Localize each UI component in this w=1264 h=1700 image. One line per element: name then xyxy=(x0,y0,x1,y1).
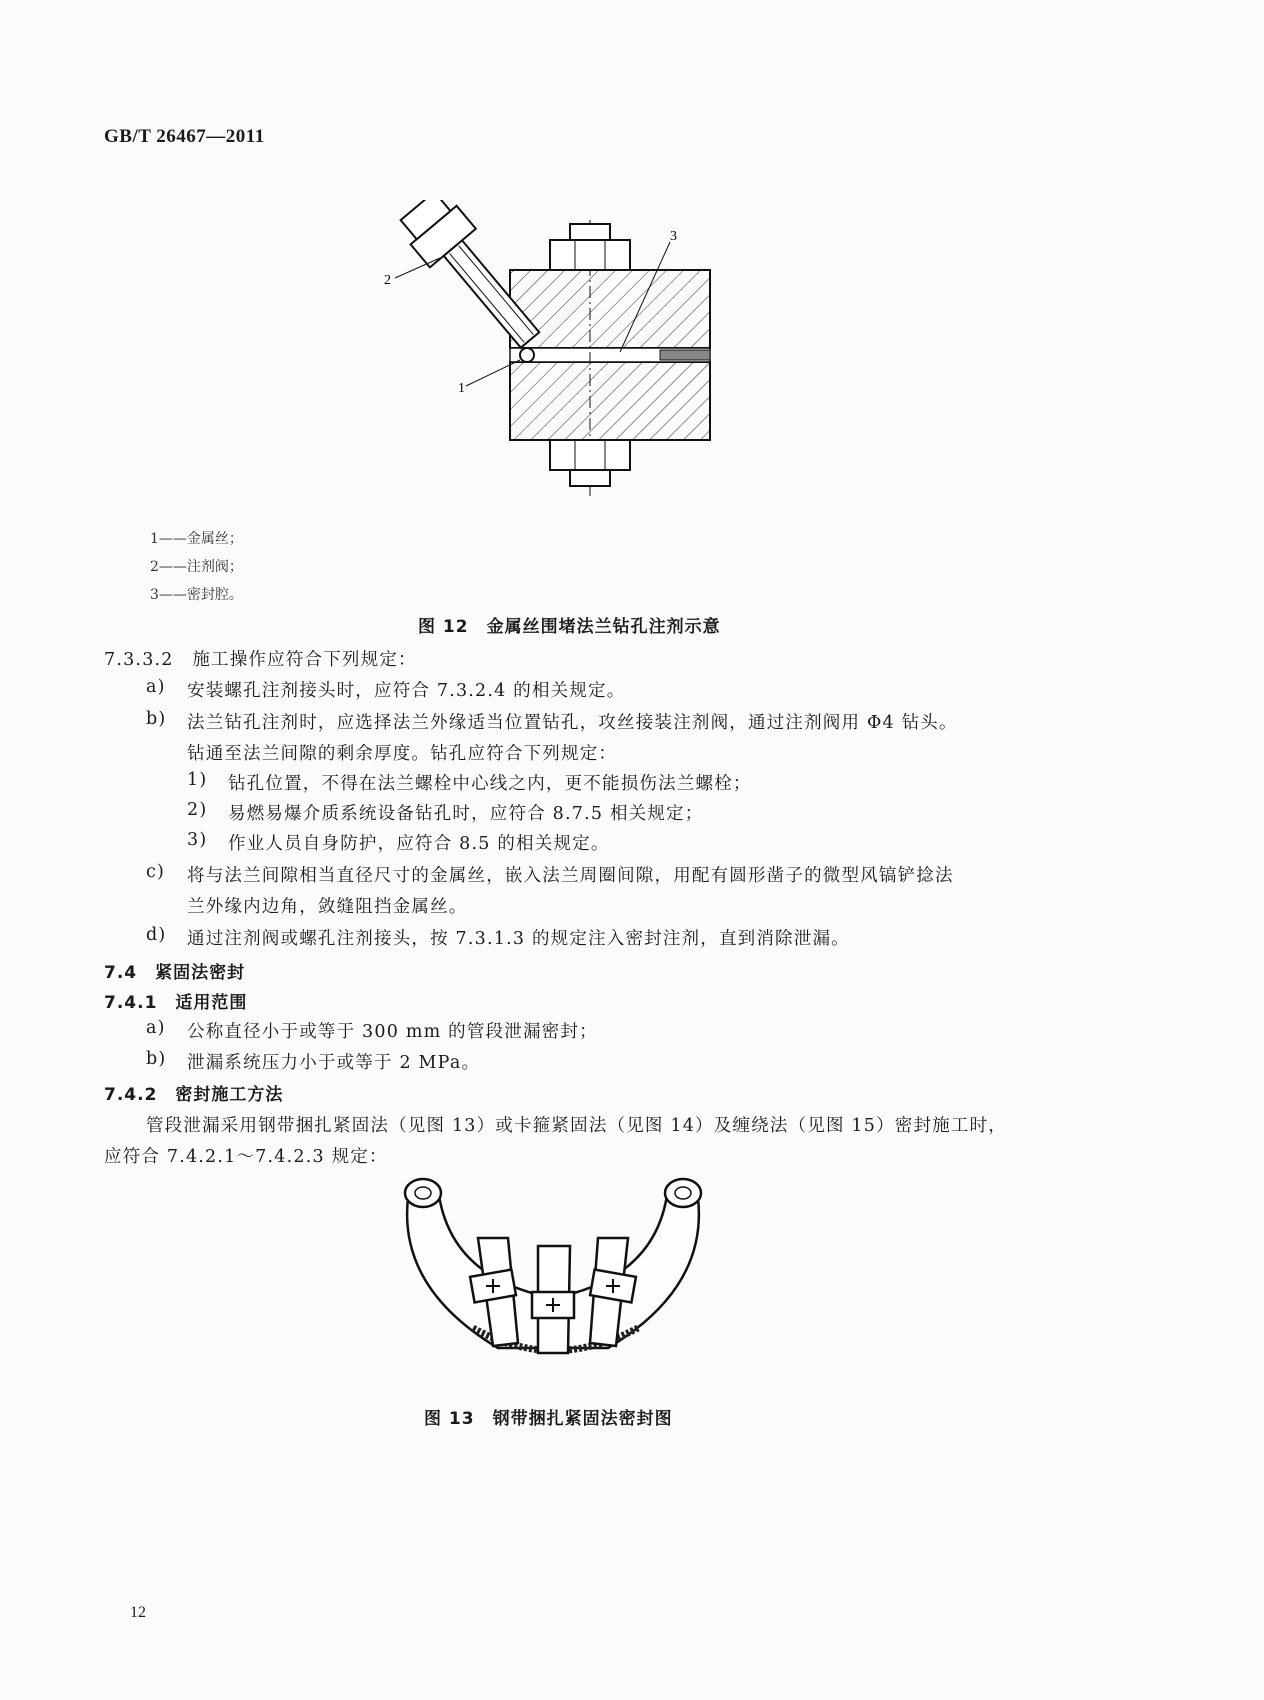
item-a-label: a) xyxy=(146,677,166,697)
item-b-label: b) xyxy=(146,709,167,729)
subitem-1-text: 钻孔位置，不得在法兰螺栓中心线之内，更不能损伤法兰螺栓； xyxy=(228,774,752,794)
item-741-a-text: 公称直径小于或等于 300 mm 的管段泄漏密封； xyxy=(187,1022,598,1042)
subitem-3-label: 3) xyxy=(187,830,208,850)
item-741-a-label: a) xyxy=(146,1018,166,1038)
page-number: 12 xyxy=(130,1604,146,1621)
item-a-text: 安装螺孔注剂接头时，应符合 7.3.2.4 的相关规定。 xyxy=(187,681,626,701)
legend-item-2: 2——注剂阀； xyxy=(150,559,243,575)
legend-item-3: 3——密封腔。 xyxy=(150,587,243,603)
item-c-label: c) xyxy=(146,862,166,882)
item-741-b-text: 泄漏系统压力小于或等于 2 MPa。 xyxy=(187,1053,481,1073)
callout-3: 3 xyxy=(670,229,677,244)
callout-1: 1 xyxy=(458,381,465,396)
figure-12-drawing xyxy=(380,200,760,540)
legend-item-1: 1——金属丝； xyxy=(150,531,243,547)
figure-13-caption: 图 13 钢带捆扎紧固法密封图 xyxy=(424,1409,673,1429)
section-742-paragraph-line2: 应符合 7.4.2.1～7.4.2.3 规定： xyxy=(104,1147,388,1167)
figure-12-caption: 图 12 金属丝围堵法兰钻孔注剂示意 xyxy=(418,617,721,637)
section-742-paragraph-line1: 管段泄漏采用钢带捆扎紧固法（见图 13）或卡箍紧固法（见图 14）及缠绕法（见图 15）密封施工时， xyxy=(146,1116,1007,1136)
item-b-continuation: 钻通至法兰间隙的剩余厚度。钻孔应符合下列规定： xyxy=(187,744,618,764)
item-d-label: d) xyxy=(146,925,167,945)
subitem-1-label: 1) xyxy=(187,770,208,790)
figure-13-drawing xyxy=(378,1168,728,1368)
item-741-b-label: b) xyxy=(146,1049,167,1069)
section-742-heading: 7.4.2 密封施工方法 xyxy=(104,1085,284,1105)
callout-2: 2 xyxy=(384,273,391,288)
section-7332-heading: 7.3.3.2 施工操作应符合下列规定： xyxy=(104,650,417,670)
item-d-text: 通过注剂阀或螺孔注剂接头，按 7.3.1.3 的规定注入密封注剂，直到消除泄漏。 xyxy=(187,929,850,949)
subitem-2-text: 易燃易爆介质系统设备钻孔时，应符合 8.7.5 相关规定； xyxy=(228,804,704,824)
item-c-text: 将与法兰间隙相当直径尺寸的金属丝，嵌入法兰周圈间隙，用配有圆形凿子的微型风镐铲捻法 xyxy=(187,866,954,886)
item-b-text: 法兰钻孔注剂时，应选择法兰外缘适当位置钻孔，攻丝接装注剂阀，通过注剂阀用 Φ4 钻头。 xyxy=(187,713,958,733)
section-74-heading: 7.4 紧固法密封 xyxy=(104,963,246,983)
subitem-2-label: 2) xyxy=(187,800,208,820)
item-c-continuation: 兰外缘内边角，敛缝阻挡金属丝。 xyxy=(187,897,468,917)
subitem-3-text: 作业人员自身防护，应符合 8.5 的相关规定。 xyxy=(228,834,610,854)
section-741-heading: 7.4.1 适用范围 xyxy=(104,993,248,1013)
standard-code: GB/T 26467—2011 xyxy=(104,126,265,147)
